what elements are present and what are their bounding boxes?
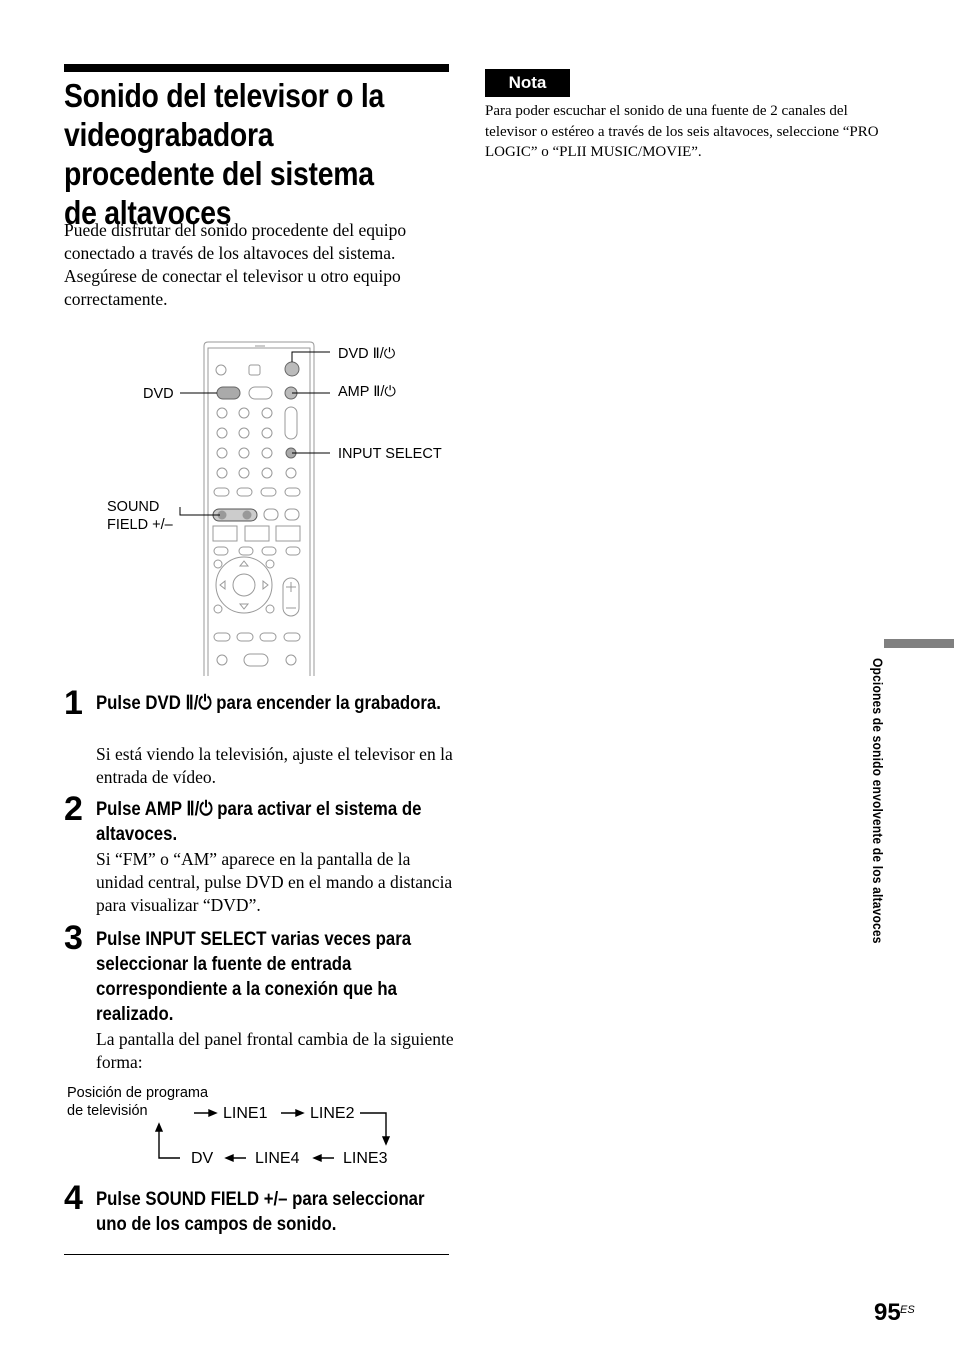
- flow-line1: LINE1: [223, 1105, 268, 1122]
- step-4-number: 4: [64, 1179, 83, 1217]
- step-1-number: 1: [64, 684, 83, 722]
- sidebar-section-title: Opciones de sonido envolvente de los altavoces: [870, 658, 886, 944]
- step-2-heading: Pulse AMP Ⅱ/⏻ para activar el sistema de altavoces.: [96, 798, 422, 845]
- label-dvd: DVD: [143, 386, 174, 402]
- flow-line4: LINE4: [255, 1150, 300, 1167]
- step-1-heading: Pulse DVD Ⅱ/⏻ para encender la grabadora.: [96, 692, 441, 714]
- note-badge: Nota: [485, 69, 570, 97]
- page-number: 95: [874, 1299, 901, 1326]
- step-2-body: Si “FM” o “AM” aparece en la pantalla de la unidad central, pulse DVD en el mando a distancia para visualizar “DVD”.: [96, 849, 453, 915]
- flow-dv: DV: [191, 1150, 214, 1167]
- flow-line3: LINE3: [343, 1150, 388, 1167]
- label-dvd-power: DVD Ⅱ/⏻: [338, 346, 396, 362]
- note-text: Para poder escuchar el sonido de una fuente de 2 canales del televisor o estéreo a través de los seis altavoces, seleccione “PRO LOGIC” o “PLII MUSIC/MOVIE”.: [485, 103, 879, 160]
- step-3-heading: Pulse INPUT SELECT varias veces para seleccionar la fuente de entrada correspondiente a la conexión que ha realizado.: [96, 928, 412, 1025]
- label-input-select: INPUT SELECT: [338, 446, 442, 462]
- flow-start-line2: de televisión: [67, 1103, 148, 1119]
- step-1-body: Si está viendo la televisión, ajuste el televisor en la entrada de vídeo.: [96, 744, 453, 787]
- step-4-heading: Pulse SOUND FIELD +/– para seleccionar uno de los campos de sonido.: [96, 1188, 425, 1235]
- step-2-number: 2: [64, 790, 83, 828]
- flow-line2: LINE2: [310, 1105, 355, 1122]
- step-3-number: 3: [64, 919, 83, 957]
- intro-paragraph: Puede disfrutar del sonido procedente del equipo conectado a través de los altavoces del sistema. Asegúrese de conectar el televisor u otro equipo correctamente.: [64, 220, 407, 309]
- label-sound-field-2: FIELD +/–: [107, 517, 173, 533]
- step-3-body: La pantalla del panel frontal cambia de la siguiente forma:: [96, 1029, 454, 1072]
- flow-arrows: [150, 1100, 400, 1170]
- bottom-rule: [64, 1254, 449, 1255]
- title-rule: [64, 64, 449, 72]
- page-title: Sonido del televisor o la videograbadora procedente del sistema de altavoces: [64, 77, 385, 231]
- page-language-suffix: ES: [900, 1304, 915, 1316]
- label-sound-field-1: SOUND: [107, 499, 160, 515]
- label-amp-power: AMP Ⅱ/⏻: [338, 384, 396, 400]
- sidebar-tab-bar: [884, 639, 954, 648]
- flow-start-line1: Posición de programa: [67, 1085, 209, 1101]
